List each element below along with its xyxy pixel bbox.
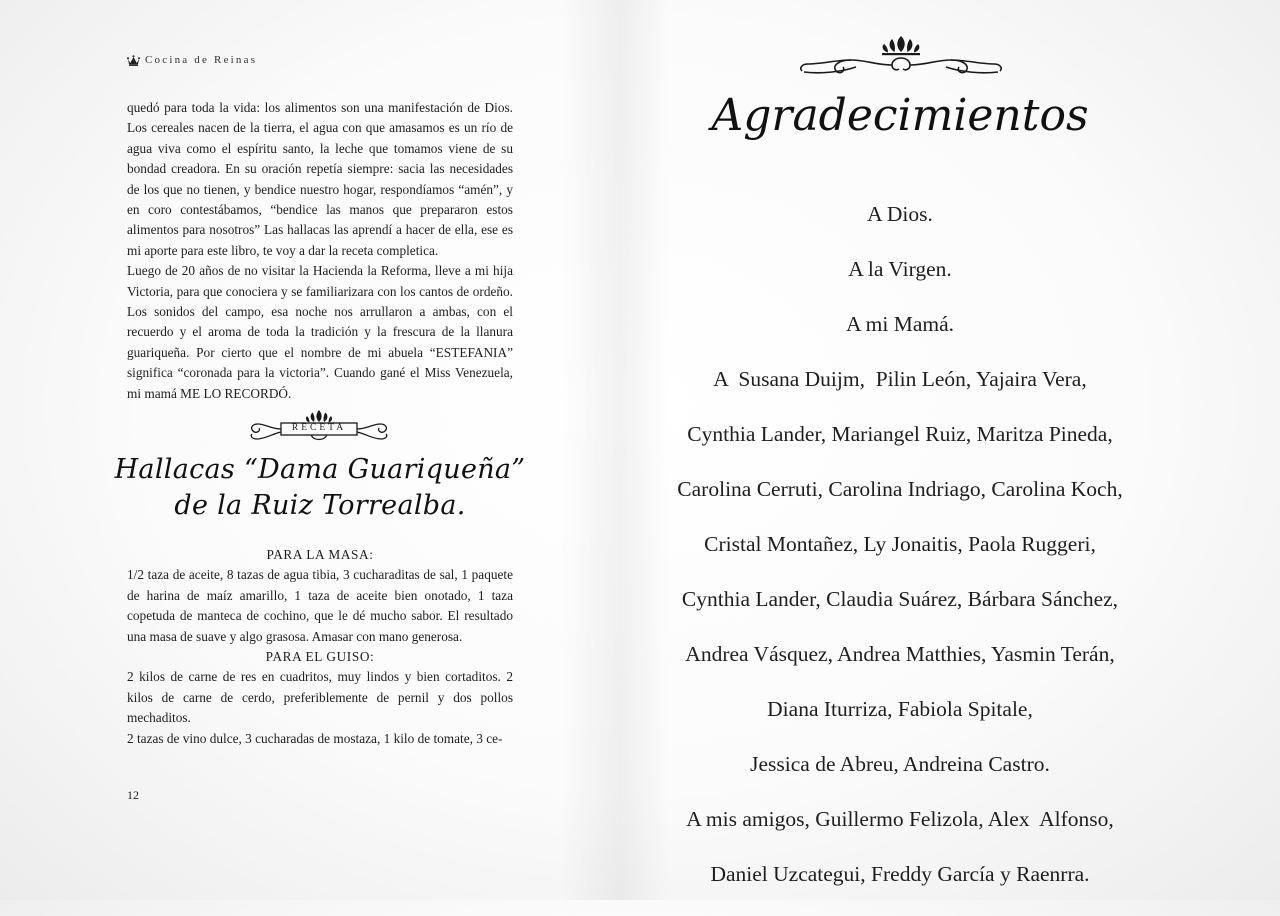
guiso-ingredients: 2 tazas de vino dulce, 3 cucharadas de mostaza, 1 kilo de tomate, 3 ce- (127, 730, 503, 746)
acknowledgement-line: A la Virgen. (848, 257, 952, 281)
masa-ingredients: 1/2 taza de aceite, 8 tazas de agua tibia, 3 cucharaditas de sal, 1 paquete de harina de maíz amarillo, 1 taza de aceite bien onotado, 1 taza copetuda de manteca de cochino, que le dé mucho sabor. El resultado una masa de suave y algo grasosa. Amasar con mano generosa. (127, 567, 513, 644)
acknowledgements-title: Agradecimientos (711, 90, 1089, 141)
acknowledgement-line: Andrea Vásquez, Andrea Matthies, Yasmin Terán, (685, 642, 1115, 666)
running-head-text: Cocina de Reinas (145, 54, 258, 66)
acknowledgement-line: A Susana Duijm, Pilin León, Yajaira Vera, (713, 367, 1087, 391)
page-number: 12 (127, 788, 139, 802)
body-text (127, 98, 513, 404)
acknowledgement-line: Carolina Cerruti, Carolina Indriago, Carolina Koch, (677, 477, 1123, 501)
acknowledgement-line: A mis amigos, Guillermo Felizola, Alex Alfonso, (686, 807, 1114, 831)
acknowledgement-line: Cristal Montañez, Ly Jonaitis, Paola Ruggeri, (704, 532, 1096, 556)
acknowledgement-line: A mi Mamá. (845, 312, 955, 336)
recipe-body (127, 545, 513, 749)
guiso-heading: PARA EL GUISO: (265, 649, 375, 665)
recipe-title-line: Hallacas “Dama Guariqueña” (114, 454, 526, 485)
body-paragraph: quedó para toda la vida: los alimentos son una manifestación de Dios. Los cereales nacen de la tierra, el agua con que amasamos es un río de agua viva como el espíritu santo, la leche que tomamos viene de su bondad creadora. En su oración repetía siempre: sacia las necesidades de los que no tienen, y bendice nuestro hogar, respondíamos “amén”, y en coro contestábamos, “bendice las manos que prepararon estos alimentos para nosotros” Las hallacas las aprendí a hacer de ella, ese es mi aporte para este libro, te voy a dar la receta completica. (127, 100, 513, 258)
running-head (127, 54, 257, 66)
crown-icon (127, 55, 140, 66)
acknowledgement-line: Diana Iturriza, Fabiola Spitale, (767, 697, 1033, 721)
acknowledgement-line: Cynthia Lander, Claudia Suárez, Bárbara Sánchez, (681, 587, 1119, 611)
recipe-title-line: de la Ruiz Torrealba. (174, 490, 466, 521)
acknowledgement-line: Daniel Uzcategui, Freddy García y Raenrra. (710, 862, 1090, 886)
acknowledgement-line: Cynthia Lander, Mariangel Ruiz, Maritza Pineda, (687, 422, 1113, 446)
acknowledgement-line: Jessica de Abreu, Andreina Castro. (750, 752, 1050, 776)
recipe-title (110, 452, 530, 524)
guiso-ingredients: 2 kilos de carne de res en cuadritos, muy lindos y bien cortaditos. 2 kilos de carne de cerdo, preferiblemente de pernil y dos pollos mechaditos. (127, 669, 513, 726)
masa-heading: PARA LA MASA: (266, 547, 374, 562)
acknowledgements-list (640, 201, 1160, 916)
acknowledgement-line: A Dios. (867, 202, 933, 226)
fleuron-ornament-icon (796, 34, 1006, 84)
body-paragraph: Luego de 20 años de no visitar la Hacienda la Reforma, lleve a mi hija Victoria, para que conociera y se familiarizara con los cantos de ordeño. Los sonidos del campo, esa noche nos arrullaron a ambas, con el recuerdo y el aroma de toda la tradición y la frescura de la llanura guariqueña. Por cierto que el nombre de mi abuela “ESTEFANIA” significa “coronada para la victoria”. Cuando gané el Miss Venezuela, mi mamá ME LO RECORDÓ. (127, 263, 513, 401)
receta-label: RECETA (291, 423, 347, 433)
